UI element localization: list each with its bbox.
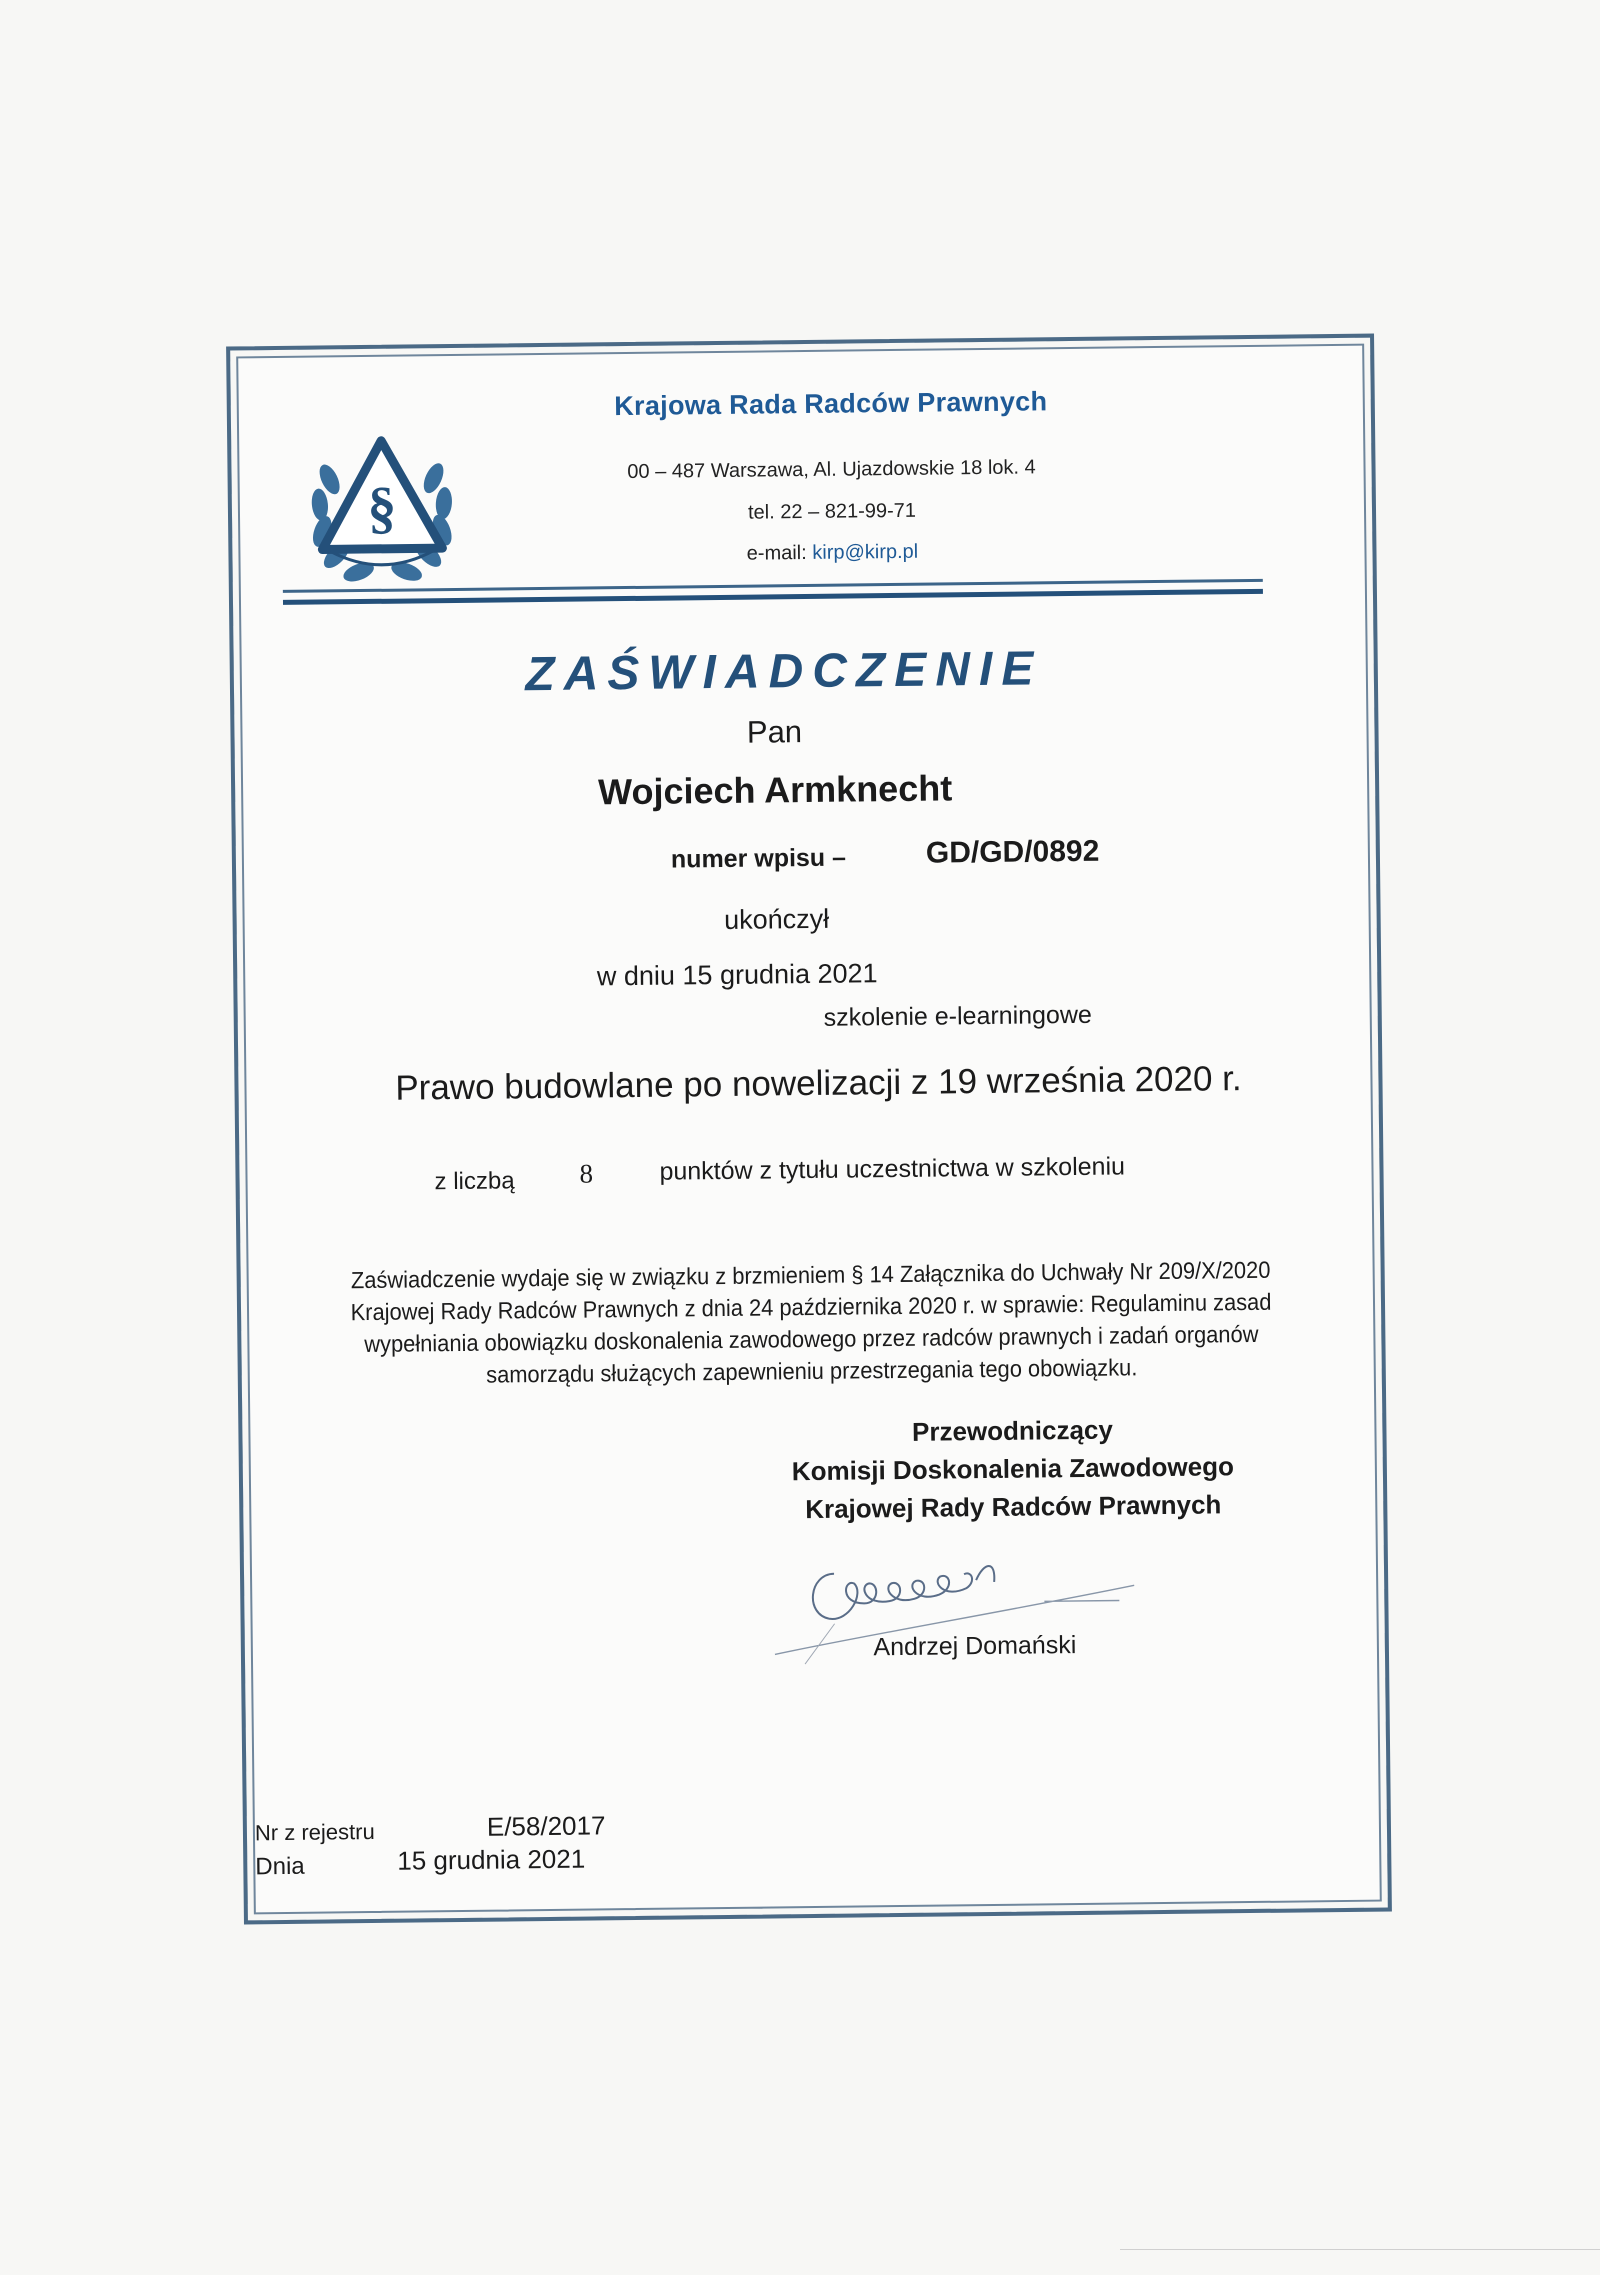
organization-name: Krajowa Rada Radców Prawnych [614,386,1048,422]
salutation: Pan [746,714,803,750]
organization-email [562,539,1102,568]
person-name: Wojciech Armknecht [597,767,953,813]
registry-number: E/58/2017 [486,1810,606,1842]
email-label: e-mail: [746,541,807,565]
email-link[interactable]: kirp@kirp.pl [812,540,919,564]
points-description: punktów z tytułu uczestnictwa w szkoleniu [659,1152,1126,1186]
course-title: Prawo budowlane po nowelizacji z 19 września 2020 r. [395,1059,1242,1108]
certificate-title: ZAŚWIADCZENIE [525,642,1043,702]
points-value: 8 [579,1158,594,1189]
entry-number: GD/GD/0892 [925,834,1100,870]
legal-basis-text: Zaświadczenie wydaje się w związku z brzmieniem § 14 Załącznika do Uchwały Nr 209/X/2020 Krajowej Rady Radców Prawnych z dnia 24 października 2020 r. w sprawie: Regulaminu zasad wypełniania obowiązku doskonalenia zawodowego przez radców prawnych i zadań organów samorządu służących zapewnieniu przestrzegania tego obowiązku. [350,1256,1272,1388]
signatory-line-3: Krajowej Rady Radców Prawnych [805,1489,1222,1525]
entry-number-label: numer wpisu – [670,843,847,874]
organization-phone: tel. 22 – 821-99-71 [747,499,917,524]
signatory-name: Andrzej Domański [873,1631,1077,1662]
completion-date: w dniu 15 grudnia 2021 [596,958,878,992]
registry-number-label: Nr z rejestru [254,1818,375,1846]
signatory-line-2: Komisji Doskonalenia Zawodowego [791,1451,1235,1487]
organization-address: 00 – 487 Warszawa, Al. Ujazdowskie 18 lok. 4 [627,456,1036,484]
signatory-title [782,1409,1243,1528]
issue-date: 15 grudnia 2021 [397,1843,586,1876]
section-sign-emblem-icon [291,418,473,600]
points-label: z liczbą [434,1167,515,1196]
training-type: szkolenie e-learningowe [823,1000,1092,1032]
signatory-line-1: Przewodniczący [911,1414,1114,1447]
completed-text: ukończył [723,903,830,935]
issue-date-label: Dnia [255,1852,305,1881]
emblem-symbol: § [367,474,397,540]
scan-artifact-line [1120,2249,1600,2250]
certificate-frame [226,334,1392,1925]
